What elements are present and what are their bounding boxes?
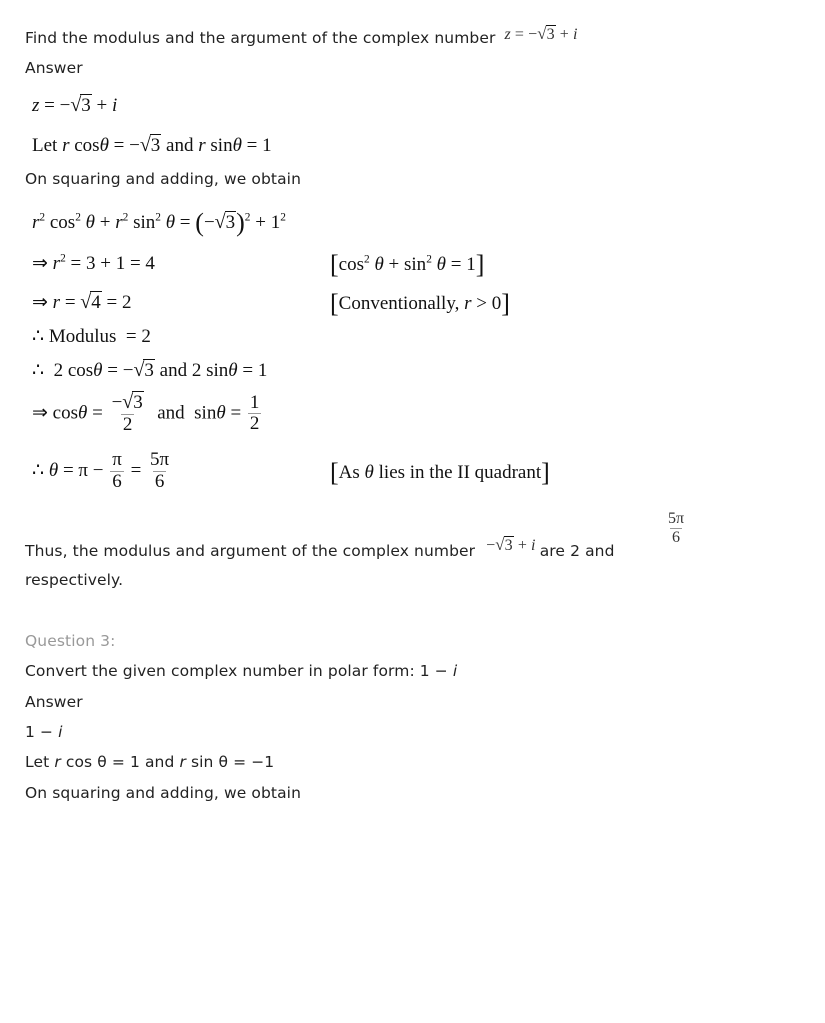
answer-label-q3: Answer (25, 693, 83, 711)
question-heading: Question 3: (25, 632, 116, 650)
note-convention: [Conventionally, r > 0] (330, 289, 510, 318)
question-prompt (25, 24, 578, 48)
equation-z-definition: z = −√3 + i (32, 94, 118, 116)
conclusion-math: −√3 + i (486, 535, 536, 554)
squaring-text: On squaring and adding, we obtain (25, 170, 302, 188)
prompt-math: z = −√3 + i (504, 24, 578, 43)
equation-cos-sin-values: ⇒ cosθ = $\frac{-√3}{2}$ and sinθ = $\frac{1}{2}$ (32, 391, 260, 435)
q3-line-2: Let r cos θ = 1 and r sin θ = −1 (25, 753, 275, 771)
question-prompt-q3: Convert the given complex number in polar form: 1 − i (25, 662, 458, 680)
note-quadrant: [As θ lies in the II quadrant] (330, 458, 550, 487)
note-identity: [$\cos^2$ $\theta + \sin^2 \theta = 1$] (330, 250, 485, 279)
conclusion-fraction (664, 510, 688, 546)
equation-theta: ∴ θ = π − $\frac{\pi}{6}$ = $\frac{5\pi}{6}$ (32, 449, 170, 492)
q3-line-3: On squaring and adding, we obtain (25, 784, 302, 802)
conclusion-end: respectively. (25, 571, 124, 589)
equation-cos-sin: ∴ 2 cosθ = −√3 and 2 sinθ = 1 (32, 359, 268, 381)
equation-squared-sum: $r^2$ $\cos^2 \theta + r^2$ $\sin^2 \theta = (-√3)^2 + 1^2$ (32, 208, 286, 237)
frac-denominator: 6 (672, 528, 681, 546)
q3-line-1: 1 − i (25, 723, 63, 741)
equation-modulus: ∴ Modulus = 2 (32, 326, 151, 347)
equation-r-value: ⇒ r = √4 = 2 (32, 291, 132, 313)
equation-let: Let r cosθ = −√3 and r sinθ = 1 (32, 134, 272, 156)
frac-numerator: 5π (668, 510, 685, 527)
equation-r-squared: ⇒ $r^2 = 3 + 1 = 4$ (32, 252, 155, 274)
answer-label: Answer (25, 59, 83, 77)
conclusion-mid: are 2 and (539, 542, 615, 560)
question-prompt-text: Find the modulus and the argument of the complex number (25, 29, 496, 47)
conclusion-text: Thus, the modulus and argument of the complex number (25, 542, 476, 560)
conclusion (25, 535, 615, 561)
